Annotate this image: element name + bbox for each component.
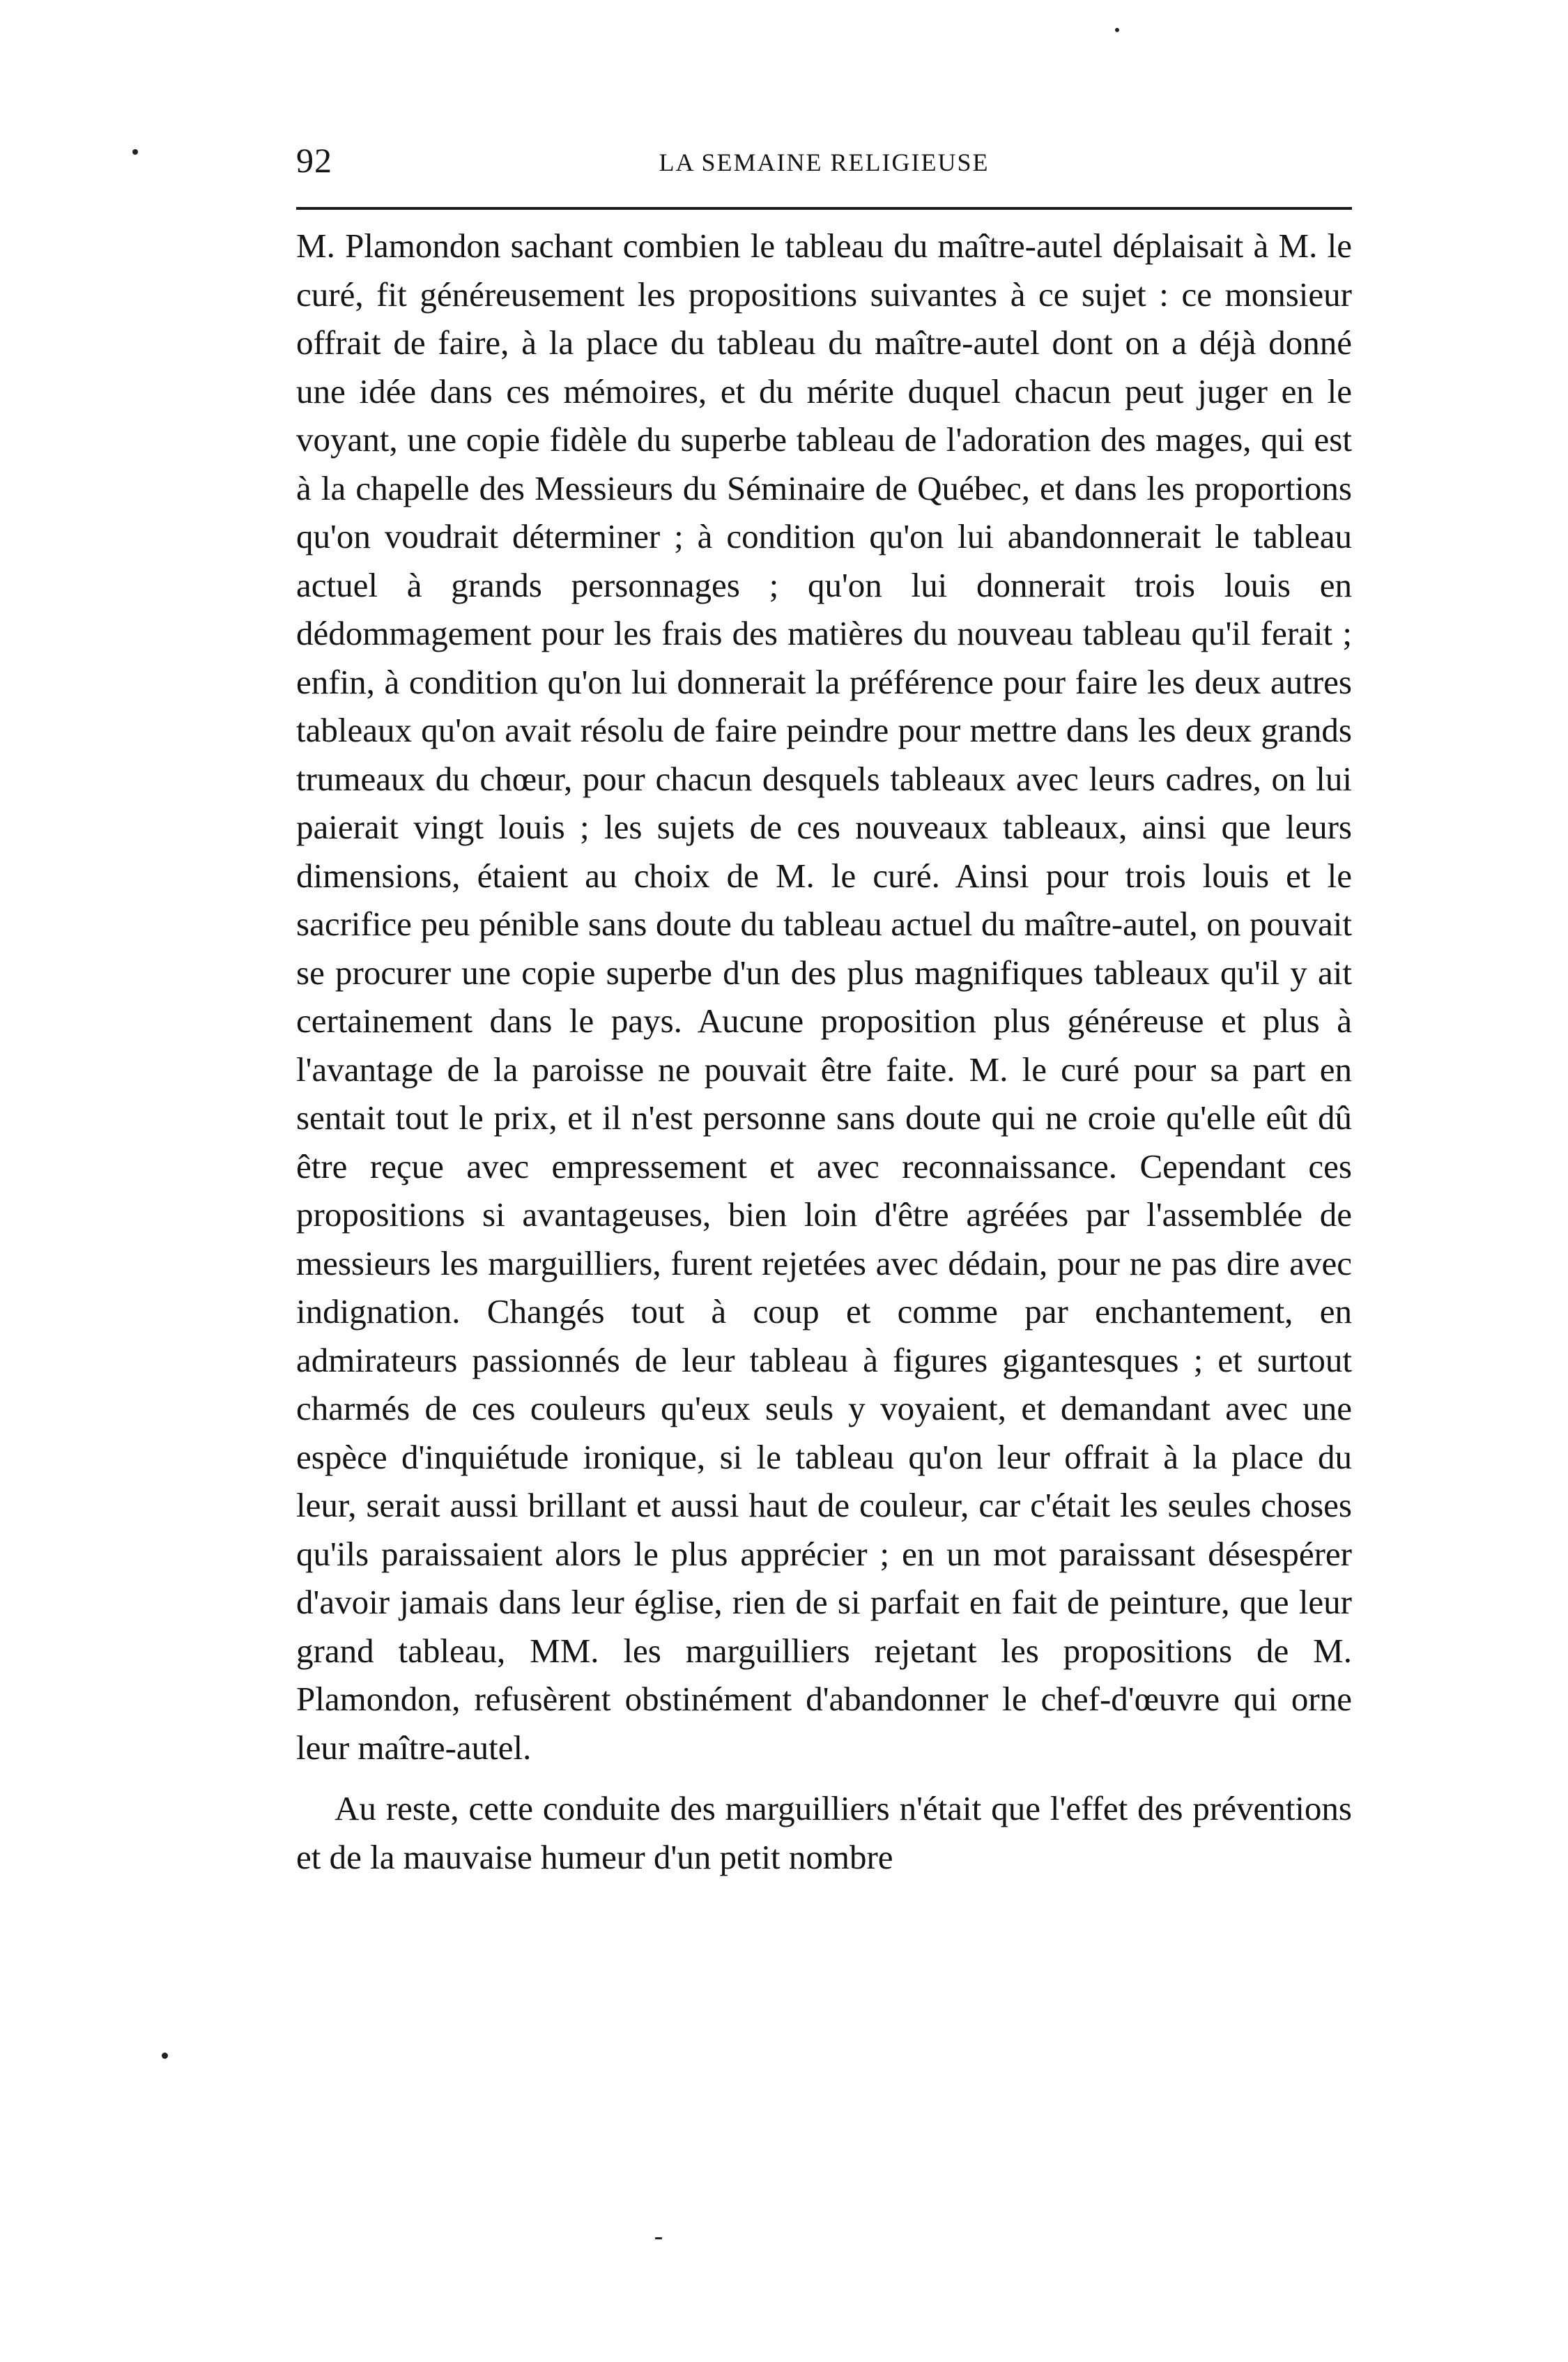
scan-speck — [132, 149, 138, 155]
scan-speck — [1115, 28, 1119, 32]
page-number: 92 — [296, 141, 332, 180]
scan-speck — [162, 2053, 168, 2059]
paragraph: M. Plamondon sachant combien le tableau du maître-autel déplaisait à M. le curé, fit généreusement les propositions suivantes à ce sujet : ce monsieur offrait de faire, à la place du tableau du maître-autel dont on a déjà donné une idée dans ces mémoires, et du mérite duquel chacun peut juger en le voyant, une copie fidèle du superbe tableau de l'adoration des mages, qui est à la chapelle des Messieurs du Séminaire de Québec, et dans les proportions qu'on voudrait déterminer ; à condition qu'on lui abandonnerait le tableau actuel à grands personnages ; qu'on lui donnerait trois louis en dédommagement pour les frais des matières du nouveau tableau qu'il ferait ; enfin, à condition qu'on lui donnerait la préférence pour faire les deux autres tableaux qu'on avait résolu de faire peindre pour mettre dans les deux grands trumeaux du chœur, pour chacun desquels tableaux avec leurs cadres, on lui paierait vingt louis ; les sujets de ces nouveaux tableaux, ainsi que leurs dimensions, étaient au choix de M. le curé. Ainsi pour trois louis et le sacrifice peu pénible sans doute du tableau actuel du maître-autel, on pouvait se procurer une copie superbe d'un des plus magnifiques tableaux qu'il y ait certainement dans le pays. Aucune proposition plus généreuse et plus à l'avantage de la paroisse ne pouvait être faite. M. le curé pour sa part en sentait tout le prix, et il n'est personne sans doute qui ne croie qu'elle eût dû être reçue avec empressement et avec reconnaissance. Cependant ces propositions si avantageuses, bien loin d'être agréées par l'assemblée de messieurs les marguilliers, furent rejetées avec dédain, pour ne pas dire avec indignation. Changés tout à coup et comme par enchantement, en admirateurs passionnés de leur tableau à figures gigantesques ; et surtout charmés de ces couleurs qu'eux seuls y voyaient, et demandant avec une espèce d'inquiétude ironique, si le tableau qu'on leur offrait à la place du leur, serait aussi brillant et aussi haut de couleur, car c'était les seules choses qu'ils paraissaient alors le plus apprécier ; en un mot paraissant désespérer d'avoir jamais dans leur église, rien de si parfait en fait de peinture, que leur grand tableau, MM. les marguilliers rejetant les propositions de M. Plamondon, refusèrent obstinément d'abandonner le chef-d'œuvre qui orne leur maître-autel. — [296, 227, 1352, 1767]
body-text — [296, 222, 1352, 1881]
running-title: LA SEMAINE RELIGIEUSE — [659, 148, 990, 176]
scan-speck — [655, 2237, 662, 2239]
paragraph: Au reste, cette conduite des marguilliers n'était que l'effet des préventions et de la mauvaise humeur d'un petit nombre — [296, 1789, 1352, 1876]
page-header — [296, 139, 1352, 195]
header-rule — [296, 207, 1352, 210]
